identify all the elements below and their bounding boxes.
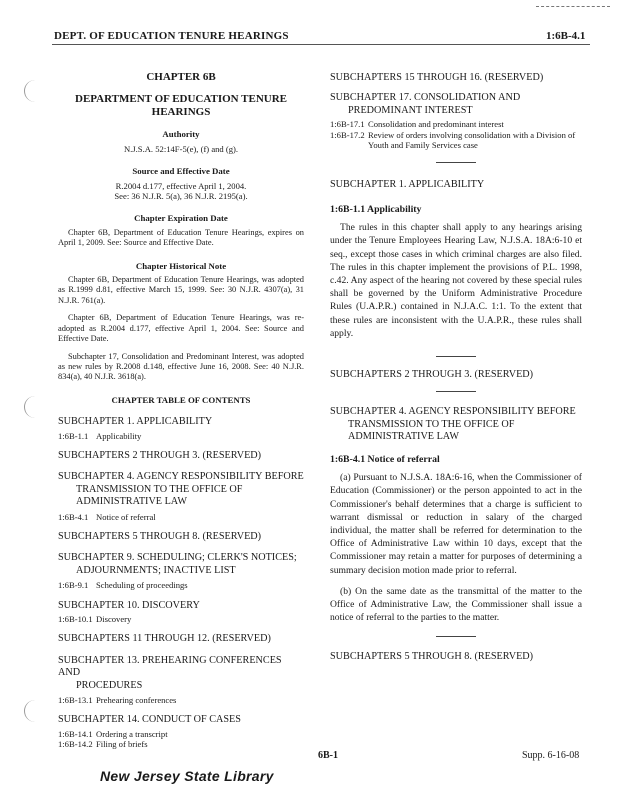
chapter-title-line2: HEARINGS	[151, 106, 211, 119]
subchapters-2-3-heading: SUBCHAPTERS 2 THROUGH 3. (RESERVED)	[330, 369, 534, 381]
expiration-text: Chapter 6B, Department of Education Tenure Hearings, expires on April 1, 2009. See: Source and Effective Date.	[58, 227, 304, 248]
supplement-date: Supp. 6-16-08	[522, 750, 580, 761]
source-line2: See: 36 N.J.R. 5(a), 36 N.J.R. 2195(a).	[114, 191, 248, 202]
binder-hole-mark	[24, 396, 39, 418]
binder-hole-mark	[24, 80, 39, 102]
toc-section-item: 1:6B-1.1 Applicability	[58, 430, 142, 441]
page-number: 6B-1	[318, 750, 338, 761]
history-paragraph: Chapter 6B, Department of Education Tenure Hearings, was re-adopted as R.2004 d.177, effective April 1, 2004. See: Source and Effective Date.	[58, 313, 304, 344]
subchapter-17-heading: SUBCHAPTER 17. CONSOLIDATION AND PREDOMINANT INTEREST	[330, 92, 521, 116]
toc-subchapters-2-3: SUBCHAPTERS 2 THROUGH 3. (RESERVED)	[58, 449, 262, 461]
toc-section-item: 1:6B-9.1 Scheduling of proceedings	[58, 580, 188, 591]
toc-section-item: 1:6B-17.2 Review of orders involving consolidation with a Division of Youth and Family Services case	[330, 129, 576, 151]
section-4-1-paragraph-b: (b) On the same date as the transmittal of the matter to the Office of Administrative Law, the Commissioner shall issue a notice of referral to the parties to the matter.	[330, 585, 582, 624]
source-heading: Source and Effective Date	[132, 166, 230, 177]
subchapter-4-heading: SUBCHAPTER 4. AGENCY RESPONSIBILITY BEFORE TRANSMISSION TO THE OFFICE OF ADMINISTRATIVE LAW	[330, 406, 576, 443]
section-1-1-heading: 1:6B-1.1 Applicability	[330, 203, 422, 215]
toc-section-item: 1:6B-14.1 Ordering a transcript	[58, 728, 168, 739]
toc-subchapter-14: SUBCHAPTER 14. CONDUCT OF CASES	[58, 714, 241, 726]
toc-section-item: 1:6B-14.2 Filing of briefs	[58, 739, 148, 750]
toc-subchapters-11-12: SUBCHAPTERS 11 THROUGH 12. (RESERVED)	[58, 633, 271, 645]
chapter-title-line1: DEPARTMENT OF EDUCATION TENURE	[75, 93, 287, 106]
toc-subchapter-4: SUBCHAPTER 4. AGENCY RESPONSIBILITY BEFORE TRANSMISSION TO THE OFFICE OF ADMINISTRATIVE LAW	[58, 471, 304, 508]
history-paragraph: Subchapter 17, Consolidation and Predominant Interest, was adopted as new rules by R.2008 d.148, effective June 16, 2008. See: 40 N.J.R. 834(a), 40 N.J.R. 3618(a).	[58, 351, 304, 382]
toc-subchapter-1: SUBCHAPTER 1. APPLICABILITY	[58, 416, 213, 428]
library-stamp: New Jersey State Library	[100, 768, 274, 784]
toc-section-item: 1:6B-4.1 Notice of referral	[58, 511, 156, 522]
left-column	[58, 72, 304, 750]
toc-subchapter-10: SUBCHAPTER 10. DISCOVERY	[58, 599, 200, 611]
source-line1: R.2004 d.177, effective April 1, 2004.	[115, 180, 247, 191]
right-column	[330, 72, 582, 664]
chapter-number: CHAPTER 6B	[146, 71, 216, 83]
toc-section-item: 1:6B-13.1 Prehearing conferences	[58, 695, 177, 706]
authority-text: N.J.S.A. 52:14F-5(e), (f) and (g).	[123, 143, 239, 154]
section-1-1-text: The rules in this chapter shall apply to any hearings arising under the Tenure Employees Hearing Law, N.J.S.A. 18A:6-10 et seq., except those cases in which criminal charges are also filed. The rules in this chapter implement the provisions of P.L. 1998, c.42. Any aspect of the hearing not covered by these special rules shall be governed by the Uniform Administrative Procedure Rules (U.A.P.R.) contained in N.J.A.C. 1:1. To the extent that these rules are inconsistent with the U.A.P.R., these rules shall apply.	[330, 222, 582, 339]
header-rule	[52, 44, 590, 45]
history-heading: Chapter Historical Note	[135, 260, 227, 271]
history-paragraph: Chapter 6B, Department of Education Tenure Hearings, was adopted as R.1999 d.81, effective March 15, 1999. See: 30 N.J.R. 4307(a), 31 N.J.R. 761(a).	[58, 275, 304, 305]
top-edge-mark	[536, 6, 610, 7]
toc-subchapter-13: SUBCHAPTER 13. PREHEARING CONFERENCES AND PROCEDURES	[58, 654, 282, 691]
subchapters-5-8-heading: SUBCHAPTERS 5 THROUGH 8. (RESERVED)	[330, 651, 534, 663]
section-4-1-paragraph-a: (a) Pursuant to N.J.S.A. 18A:6-16, when the Commissioner of Education (Commissioner) or the person appointed to act in the Commissioner's behalf determines that a charge is sufficient to warrant dismissal or reduction in salary of the charged individual, the matter shall be referred for determination to the Office of Administrative Law within 10 days, except that the Commissioner may retain a matter for purposes of determining a summary decision motion made prior to referral.	[330, 472, 582, 576]
subchapters-15-16: SUBCHAPTERS 15 THROUGH 16. (RESERVED)	[330, 72, 544, 83]
authority-heading: Authority	[162, 129, 200, 140]
toc-section-item: 1:6B-17.1 Consolidation and predominant interest	[330, 119, 504, 130]
running-header-title: DEPT. OF EDUCATION TENURE HEARINGS	[54, 30, 289, 42]
toc-heading: CHAPTER TABLE OF CONTENTS	[111, 394, 251, 405]
subchapter-1-heading: SUBCHAPTER 1. APPLICABILITY	[330, 179, 485, 191]
toc-subchapter-9: SUBCHAPTER 9. SCHEDULING; CLERK'S NOTICES; ADJOURNMENTS; INACTIVE LIST	[58, 552, 297, 576]
binder-hole-mark	[24, 700, 39, 722]
running-header-section: 1:6B-4.1	[546, 30, 586, 42]
expiration-heading: Chapter Expiration Date	[134, 213, 228, 224]
toc-subchapters-5-8: SUBCHAPTERS 5 THROUGH 8. (RESERVED)	[58, 530, 262, 542]
toc-section-item: 1:6B-10.1 Discovery	[58, 614, 132, 624]
section-4-1-heading: 1:6B-4.1 Notice of referral	[330, 453, 440, 465]
